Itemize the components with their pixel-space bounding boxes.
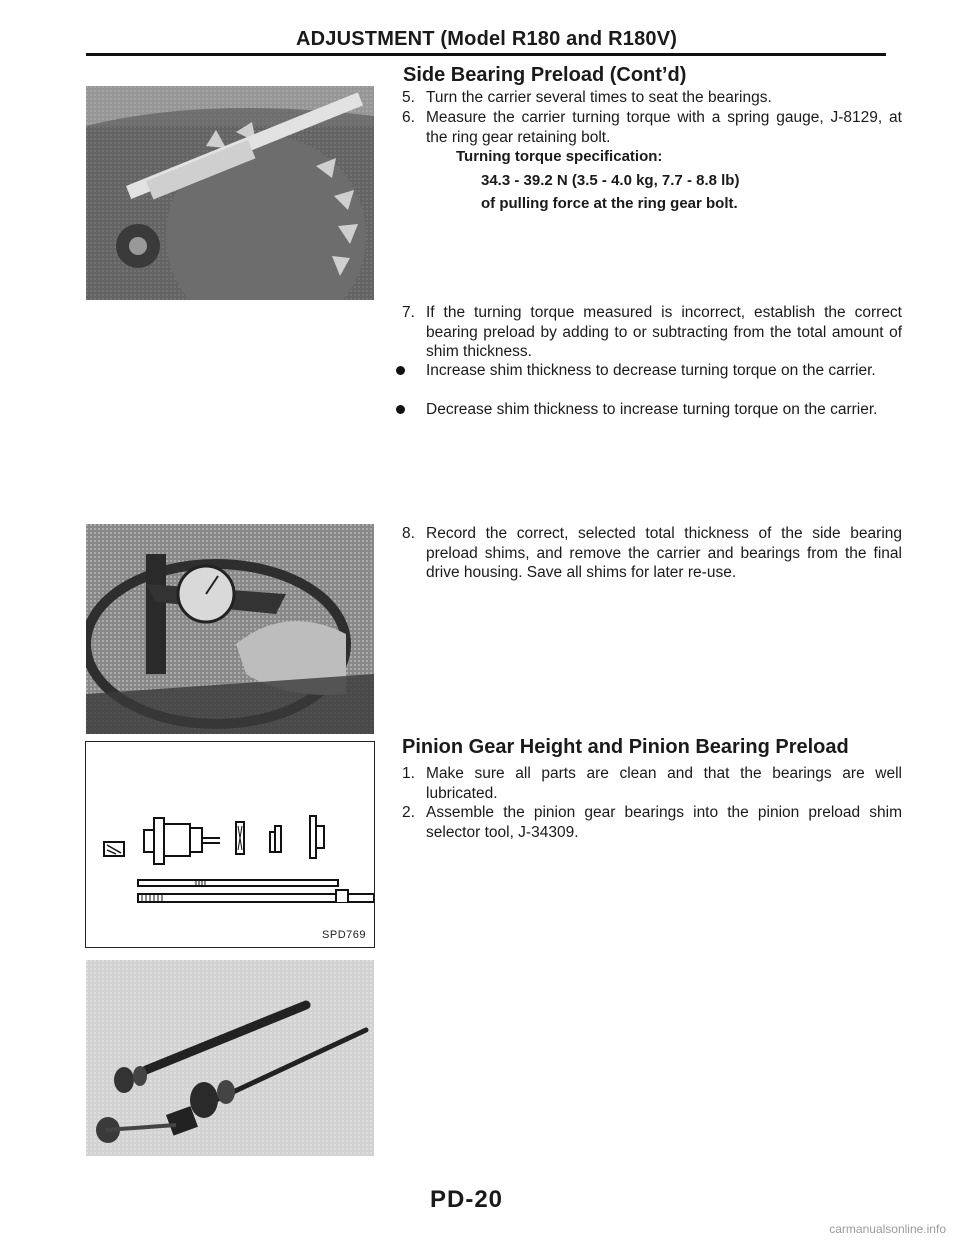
bullet-text: Increase shim thickness to decrease turning torque on the carrier. — [426, 362, 876, 379]
spec-value-line-2: of pulling force at the ring gear bolt. — [481, 195, 738, 212]
step-text: Record the correct, selected total thickness of the side bearing preload shims, and remove the carrier and bearings from the final drive housing. Save all shims for later re-use. — [426, 525, 902, 581]
page-header-title: ADJUSTMENT (Model R180 and R180V) — [296, 28, 678, 50]
bullet-icon — [396, 405, 405, 414]
photo-ring-gear-spring-gauge — [86, 86, 374, 300]
figure-code: SPD769 — [322, 929, 366, 941]
page-number: PD-20 — [430, 1186, 504, 1213]
pinion-preload-tool-diagram — [86, 742, 374, 932]
step-text: Measure the carrier turning torque with a spring gauge, J-8129, at the ring gear retaining bolt. — [426, 109, 902, 146]
step-number: 5. — [402, 89, 415, 106]
watermark-text: carmanualsonline.info — [829, 1222, 946, 1236]
header-rule — [86, 53, 886, 56]
step-number: 8. — [402, 525, 415, 542]
spec-label: Turning torque specification: — [456, 148, 663, 165]
bullet-text: Decrease shim thickness to increase turning torque on the carrier. — [426, 401, 878, 418]
tool-diagram-box — [85, 741, 375, 948]
step-number: 1. — [402, 765, 415, 782]
section-heading-pinion-gear-height: Pinion Gear Height and Pinion Bearing Preload — [402, 736, 849, 758]
step-text: Assemble the pinion gear bearings into the pinion preload shim selector tool, J-34309. — [426, 804, 902, 841]
section-heading-side-bearing-preload: Side Bearing Preload (Cont’d) — [403, 64, 687, 86]
photo-dial-indicator-carrier — [86, 524, 374, 734]
step-text: Make sure all parts are clean and that the bearings are well lubricated. — [426, 765, 902, 802]
step-text: If the turning torque measured is incorrect, establish the correct bearing preload by adding to or subtracting from the total amount of shim thickness. — [426, 304, 902, 360]
step-text: Turn the carrier several times to seat the bearings. — [426, 89, 772, 106]
spec-value-line-1: 34.3 - 39.2 N (3.5 - 4.0 kg, 7.7 - 8.8 lb) — [481, 172, 740, 189]
step-number: 2. — [402, 804, 415, 821]
bullet-icon — [396, 366, 405, 375]
photo-pinion-preload-tool-parts — [86, 960, 374, 1156]
step-number: 7. — [402, 304, 415, 321]
step-number: 6. — [402, 109, 415, 126]
